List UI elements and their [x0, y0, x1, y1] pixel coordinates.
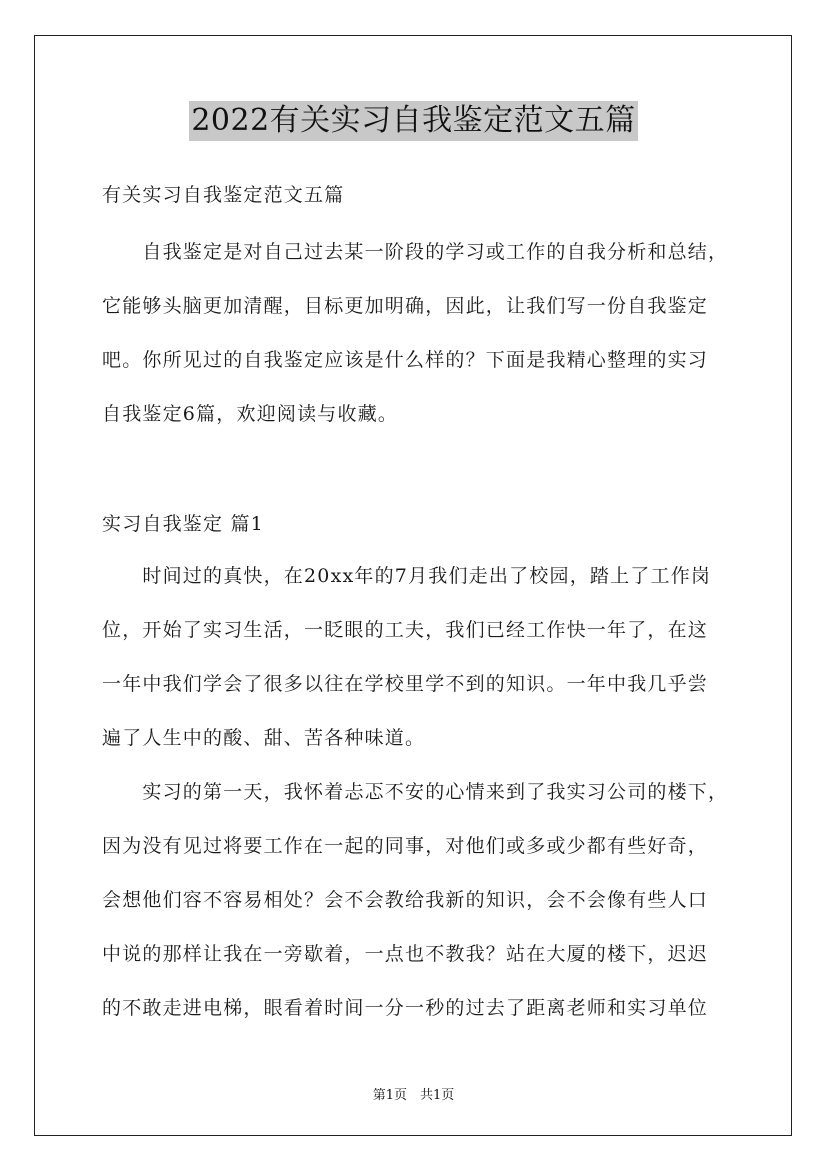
paragraph-line: 遍了人生中的酸、甜、苦各种味道。 — [102, 727, 426, 749]
paragraph-line: 自我鉴定6篇，欢迎阅读与收藏。 — [102, 403, 399, 425]
paragraph-line: 因为没有见过将要工作在一起的同事，对他们或多或少都有些好奇， — [102, 835, 709, 857]
paragraph-line: 实习的第一天，我怀着忐忑不安的心情来到了我实习公司的楼下， — [102, 781, 729, 803]
paragraph-line: 位，开始了实习生活，一眨眼的工夫，我们已经工作快一年了，在这 — [102, 619, 709, 641]
paragraph-line: 的不敢走进电梯，眼看着时间一分一秒的过去了距离老师和实习单位 — [102, 997, 709, 1019]
section-heading: 实习自我鉴定 篇1 — [102, 513, 264, 535]
paragraph-line: 它能够头脑更加清醒，目标更加明确，因此，让我们写一份自我鉴定 — [102, 295, 709, 317]
paragraph-line: 中说的那样让我在一旁歇着，一点也不教我？站在大厦的楼下，迟迟 — [102, 943, 709, 965]
subtitle: 有关实习自我鉴定范文五篇 — [102, 184, 345, 206]
paragraph-line: 吧。你所见过的自我鉴定应该是什么样的？下面是我精心整理的实习 — [102, 349, 709, 371]
paragraph-line: 时间过的真快，在20xx年的7月我们走出了校园，踏上了工作岗 — [102, 565, 712, 587]
paragraph-line: 会想他们容不容易相处？会不会教给我新的知识，会不会像有些人口 — [102, 889, 709, 911]
page-footer: 第1页 共1页 — [372, 1088, 455, 1103]
paragraph-line: 自我鉴定是对自己过去某一阶段的学习或工作的自我分析和总结， — [102, 241, 729, 263]
title-container — [0, 101, 827, 141]
paragraph-line: 一年中我们学会了很多以往在学校里学不到的知识。一年中我几乎尝 — [102, 673, 709, 695]
document-title: 2022有关实习自我鉴定范文五篇 — [189, 101, 637, 141]
